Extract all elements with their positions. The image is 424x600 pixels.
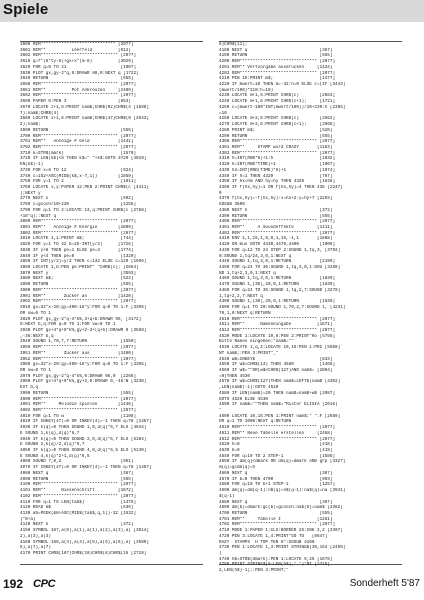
code-line: 3970 PLOT gx,gy-2*q-4*k%,0:DRAWR 96,0 [2266] xyxy=(20,373,137,379)
page-header xyxy=(0,0,424,22)
code-line: 4320 h=INT(RND*TIME)+1 [1007] xyxy=(219,162,336,168)
code-line: 4340 IF h=1 THEN 4320 [767] xyxy=(219,173,333,179)
code-line: 4410 ENV 1,1,15,1,8,0,1,15,-1,1 [1888] xyxy=(219,236,333,242)
code-line: 4270 LOCATE m+2,6:PRINT CHR$(c+1); [2966] xyxy=(219,122,336,128)
code-line: =10 xyxy=(219,110,320,116)
code-line: 70,1,0:NEXT q:RETURN xyxy=(219,310,320,316)
code-line: 4080 NEXT q [367] xyxy=(20,470,134,476)
code-line: 4512 REM****************************** [2077] xyxy=(219,327,336,333)
code-line: 3600 REM***************************** [2077] xyxy=(20,42,134,47)
code-line: 4070 IF INKEY(47)=0 OR INKEY(4)=-1 THEN q=78 [1457] xyxy=(20,465,152,471)
code-line: );NEXT y xyxy=(20,190,121,196)
code-line: 4301 REM** STAMP wird CRAZY [1163] xyxy=(219,144,333,150)
code-line: 4310 h=INT(RND*6)+1:h [1032] xyxy=(219,156,336,162)
code-line: 2);nam$; xyxy=(20,122,121,128)
code-line: 3900 REM****************************** [2077] xyxy=(20,287,137,293)
code-line: 4430 FOR q=12 TO 24 STEP 2:SOUND 1,tq,3, [3792] xyxy=(219,247,341,253)
code-line: 3952 REM****************************** [2077] xyxy=(20,356,137,362)
code-line: 4510 REM****************************** [2077] xyxy=(219,316,336,322)
code-line: 4040 IF k(q)=0 THEN SOUND 2,0,d(q)*6,7 ELS [5104] xyxy=(20,436,147,442)
code-line: 3650 REM****************************** [2077] xyxy=(20,82,137,88)
code-line: 3690 RETURN [555] xyxy=(20,127,134,133)
code-line: 4300 REM****************************** [2077] xyxy=(219,139,336,145)
code-line: 4740 h$=STR$(dmark):PEN 1:LOCATE 9,25 [1678] xyxy=(219,556,333,562)
code-line: 6),a(7),a(7) xyxy=(20,545,121,551)
code-line: 3990 RETURN [555] xyxy=(20,390,134,396)
code-line: 4220 IF mwert=10 THEN m=-32:h=0 ELSE c=(IF [3443] xyxy=(219,82,346,88)
code-line: 4612 REM****************************** [2077] xyxy=(219,436,336,442)
code-line: 4290 RETURN [555] xyxy=(219,133,333,139)
code-line: 4090 RETURN [555] xyxy=(20,476,134,482)
code-line: 3802 REM****************************** [2077] xyxy=(20,230,137,236)
code-line: E SOUND 1,k(q),d(q)*6,7 xyxy=(20,430,121,436)
code-line: 4101 REM** Niesenschrift [1672] xyxy=(20,488,134,494)
code-line: 3980 PLOT gx+4*q+9*k%,gy+2,0:DRAWR 0,-46:N [3230] xyxy=(20,379,147,385)
code-line: 3840 IF y<4 THEN pe=0 [1320] xyxy=(20,253,137,259)
code-line: (mwert/100)*210:h=10) xyxy=(219,87,320,93)
code-line: 4380 NEXT h [372] xyxy=(219,207,333,213)
code-line: 4100 REM****************************** [2077] xyxy=(20,482,137,488)
code-line: 3660 PAPER 0:PEN 3 [653] xyxy=(20,99,131,105)
code-line: 3680 LOCATE x+1,6:PRINT nam$;CHR$(47)CHR$(9 [2643] xyxy=(20,116,149,122)
code-line: 4460 SOUND 1,tq,3,0,1:RETURN [1839] xyxy=(219,276,336,282)
code-line: OR vw=0 TO 1 xyxy=(20,367,121,373)
code-line: 3651 REM** Pot Ankreuzen [2499] xyxy=(20,87,134,93)
code-line: 3960 gx=32*x-20:gy=400-16*y:FOR q=0 TO 1:F [3395] xyxy=(20,362,147,368)
code-line: 4190 RETURN [555] xyxy=(219,53,333,59)
code-line: 4750 PRINT STRING$(8-LEN(h$)," ")"BI [2718] xyxy=(219,562,330,568)
code-line: 4630 b=0 [419] xyxy=(219,448,333,454)
code-line: 4611 REM** Neue Tabelle erstellen [2468] xyxy=(219,430,333,436)
code-line: 3740 c=152+ASC(MID$(k$,x-7,1)) [1859] xyxy=(20,173,134,179)
code-line: 3640 RETURN [555] xyxy=(20,76,134,82)
code-line: 3760 LOCATE x,y:PAPER 12:PEN 2:PRINT CHR$(c [4411] xyxy=(20,184,149,190)
code-line: 4700 RETURN [555] xyxy=(219,510,333,516)
code-line: 3951 REM** Zucker aus [1400] xyxy=(20,350,134,356)
code-line: 3630 PLOT gx,gy-2*q,0:DRAWR 80,0:NEXT q [1722] xyxy=(20,70,139,76)
code-line: 4230 LOCATE m+1,5:PRINT CHR$(c) [2663] xyxy=(219,93,336,99)
code-line: 4620 h=0 [416] xyxy=(219,442,333,448)
code-line: RAZY STAMPS H TOP TEN H":GOSUB 4100 xyxy=(219,539,317,545)
code-line: 0 xyxy=(219,190,320,196)
listing-column-left xyxy=(20,41,203,565)
code-line: 4640 FOR q=10 TO 2 STEP-1 [1585] xyxy=(219,453,336,459)
code-line: 3670 LOCATE z+1,5:PRINT nam$;CHR$(92)CHR$(4 [1888] xyxy=(20,104,149,110)
code-line: 4650 IF dm(q)<dmark OR dm(q)=dmark AND grp [3327] xyxy=(219,459,346,465)
code-line: 3601 REM** Leerfeld [612] xyxy=(20,47,131,53)
code-line: 3730 FOR x=8 TO 12 [924] xyxy=(20,167,134,173)
code-line: EN(k$)-1) xyxy=(20,162,121,168)
code-line: 4250 c=(mwert-100*INT(mwert/100))/10+230:h [2365] xyxy=(219,104,346,110)
code-line: 3950 REM****************************** [2077] xyxy=(20,345,137,351)
section-title: Spiele xyxy=(3,1,49,18)
code-line: m(q)=gcdm(q)=h xyxy=(219,465,320,471)
code-line: GOSUB 3500 xyxy=(219,202,320,208)
code-line: 4590 IF nam$=""THEN nam$="Mister ELISIA [2616] xyxy=(219,402,338,408)
code-line: 4170 PRINT CHR$(167)CHR$(10)CHR$(8)CHR$(16 [2728] xyxy=(20,550,147,556)
code-line: 4020 IF INKEY(47)=0 OR INKEY(4)=-1 THEN q=78 [1457] xyxy=(20,419,152,425)
code-line: 3620 FOR q=0 TO 21 [1007] xyxy=(20,64,137,70)
code-line: 0:SOUND 1,tq/24,3,0,1:NEXT q xyxy=(219,253,320,259)
code-line: 3701 REM** Anzeige # Geld [1441] xyxy=(20,139,134,145)
code-line: 4210 PEN 15:PRINT m$; [1477] xyxy=(219,76,336,82)
magazine-logo: CPC xyxy=(33,578,56,590)
code-line: 3901 REM** Zucker an [1420] xyxy=(20,293,134,299)
code-line: 4180 NEXT q [367] xyxy=(219,47,333,53)
issue-label: Sonderheft 5'87 xyxy=(349,578,420,589)
code-line: 3770 NEXT x [502] xyxy=(20,196,134,202)
code-line: 4050 IF k(q)=0 THEN SOUND 4,0,d(q)*6,5 ELS [5130] xyxy=(20,448,147,454)
code-line: 4000 REM****************************** [2077] xyxy=(20,396,137,402)
code-line: )*8+a) xyxy=(20,516,121,522)
code-line: 4670 IF b=0 THEN 4700 [993] xyxy=(219,476,333,482)
code-line: NT nam$;:PEN 3:PRINT"_" xyxy=(219,350,315,356)
code-line: E SOUND 4,k(q)*2+1,d(q)*6,5 xyxy=(20,453,121,459)
code-line: 3790 FOR q=1 TO 2:LOCATE 13,q:PRINT CHR$(c [2768] xyxy=(20,207,147,213)
code-line: 4560 IF w$=""OR(w$<CHR$(127)AND nam$= [2804] xyxy=(219,367,333,373)
code-line: 3920 PLOT gx,gy-2*q-4*k%,3+q+b:DRAWR 96, [4172] xyxy=(20,316,142,322)
page-number: 192 xyxy=(3,577,24,591)
code-line: 4402 REM****************************** [2077] xyxy=(219,230,336,236)
code-line: 3940 SOUND 1,70,7,7:RETURN [1550] xyxy=(20,339,137,345)
code-line: 3850 IF INT(y/2)=y/2 THEN c=132 ELSE c=129 [1696] xyxy=(20,259,147,265)
code-line: 2),a(3),a(3) xyxy=(20,533,121,539)
code-line: 3910 gx=32*x-20:gy=400-16*y:FOR q=0 TO 1:F [3395] xyxy=(20,305,147,311)
code-line: 4540 w$=INKEY$ [833] xyxy=(219,356,333,362)
code-line: 4200 REM****************************** [2077] xyxy=(219,59,336,65)
code-line: 3801 REM** Anzeige # Energie [1809] xyxy=(20,225,134,230)
code-line: 7);nam$;CHR$(4) xyxy=(20,110,121,116)
code-line: 4610 REM****************************** [2077] xyxy=(219,425,336,431)
code-line: ,-36:NEXT b,q xyxy=(20,333,121,339)
code-line: 4470 SOUND 1,(36),20,0,1:RETURN [1639] xyxy=(219,282,336,288)
code-line: 4280 PRINT m$; [520] xyxy=(219,127,333,133)
code-line: 4030 IF k(q)=0 THEN SOUND 1,0,d(q)*6,7 ELS [4644] xyxy=(20,425,147,431)
code-line: 4580 IF LEN(nam$)=20 THEN nam$=nam$+w$ [2987] xyxy=(219,390,336,396)
listing-column-right xyxy=(219,41,402,574)
code-line: 4350 IF hx=hm AND hy=hy THEN 4320 [1646] xyxy=(219,179,336,185)
code-line: 3750 FOR y=1 TO 2 [1011] xyxy=(20,179,137,185)
code-line: 4120 READ m$ [636] xyxy=(20,505,134,511)
code-line: =0)THEN 4530 xyxy=(219,373,320,379)
code-line: 3652 REM****************************** [2077] xyxy=(20,93,137,99)
code-line: 3720 IF LEN(k$)<8 THEN k$=" "+k$:GOTO 3720 [4019] xyxy=(20,156,147,162)
code-line: 3700 REM****************************** [2077] xyxy=(20,133,137,139)
code-line: ) xyxy=(219,550,320,556)
code-line: 4570 IF w$=CHR$(127)THEN nam$=LEFT$(nam$ [4302] xyxy=(219,379,341,385)
code-line: 3780 c=gcoch/10+220 [1255] xyxy=(20,202,137,208)
code-line: 4520 MODE 1:LOCATE 10,8:PEN 2:PRINT"Ro [5755] xyxy=(219,333,336,339)
page-footer xyxy=(0,572,424,600)
code-line: 4302 REM****************************** [2077] xyxy=(219,150,336,156)
code-line: 4450 FOR q=24 TO 36:SOUND 1,tq,3,0,1:SOU [3289] xyxy=(219,265,341,271)
code-line: 4720 PEN 3:LOCATE 1,4:PRINT"GO TO [6647] xyxy=(219,533,328,539)
code-line: 4370 f(hx,hy)=-f(hx,hy):x=hx+2:y=hy+7 [2293] xyxy=(219,196,333,202)
code-line: 0:NEXT b,q:FOR q=0 TO 1:FOR vw=0 TO 1 xyxy=(20,322,118,328)
code-line: 4440 SOUND 1,tq,3,0,1:RETURN [2199] xyxy=(219,259,336,265)
code-line: 3800 REM****************************** [2077] xyxy=(20,219,137,225)
code-line: 4511 REM** Nameneingabe [1871] xyxy=(219,322,333,328)
code-line: 3610 q=f*(8*ty-8)+gx+x*(m-8) [3029] xyxy=(20,59,134,65)
code-line: 4690 dm(b)=dmark:gc(b)=gcnoch:na$(b)=nam$ [2382] xyxy=(219,505,343,511)
code-line: ,LEN(nam$)-1):GOTO 4520 xyxy=(219,385,320,391)
code-line: 4420 ON mus GOTO 4430,4470,4490 [1006] xyxy=(219,242,336,248)
code-line: 4530 LOCATE 1,q,Z:LOCATE 10,15:PEN 1:PRI [5660] xyxy=(219,345,341,351)
code-line: 4500 FOR q=1 TO 20:SOUND 1,70,2,7:SOUND 1, [4231] xyxy=(219,305,346,311)
code-line: 4160 SYMBOL 166,a(4),a(4),a(5),a(5),a(6),a( [3589] xyxy=(20,539,149,545)
code-line: Bitte Namen eingeben:"nam$="" xyxy=(219,339,315,345)
code-line: 4710 MODE 1:PAPER 1:CLS:BORDER 26:INK 2,2 [3307] xyxy=(219,528,343,534)
code-line: 4400 REM****************************** [2077] xyxy=(219,219,336,225)
code-line: 4240 LOCATE m+1,6:PRINT CHR$(c+1); [1721] xyxy=(219,99,336,105)
code-line: EXT b,q xyxy=(20,385,121,391)
code-line: 4701 REM** Tabelle I [1261] xyxy=(219,516,333,522)
code-line: 6)CHR$(11); xyxy=(219,42,320,47)
code-line: 4490 SOUND 1,(36),20,0,1:RETURN [1639] xyxy=(219,299,336,305)
code-line: 3930 PLOT gx+4*q+9*k%,gy+2-3+(q+b):DRAWR 0 [3569] xyxy=(20,327,147,333)
code-line: OR vw=0 TO 1 xyxy=(20,310,121,316)
code-line: $(q-1) xyxy=(219,493,320,499)
code-line: 4102 REM****************************** [2077] xyxy=(20,493,137,499)
code-line: 4550 IF w$=CHR$(13) THEN 4580 [1465] xyxy=(219,362,336,368)
code-line: +16*q);:NEXT q xyxy=(20,213,121,219)
code-line: 3860 LOCATE 1,b:PEN pe:PRINT" "CHR$(c); [2854] xyxy=(20,265,139,271)
code-line: 4401 REM** A Soundeffekte [1411] xyxy=(219,225,333,230)
code-line: 2,LEN(h$)-1);:PEN 3:PRINT;" xyxy=(219,568,317,574)
code-line: 4680 NEXT q [367] xyxy=(219,499,333,505)
code-line: 4660 NEXT q [367] xyxy=(219,470,333,476)
code-line: 4140 NEXT k [372] xyxy=(20,522,134,528)
code-line: 4600 LOCATE 10,15:PEN 1:PRINT nam$;" ":F [2689] xyxy=(219,413,341,419)
code-line: " xyxy=(219,408,317,413)
code-line: 4330 h2=INT(RND(TIME)*6)+1 [1074] xyxy=(219,167,336,173)
code-line: 3702 REM****************************** [2077] xyxy=(20,144,137,150)
code-line: 4260 LOCATE m+2,5:PRINT CHR$(c) [2662] xyxy=(219,116,336,122)
code-line: 4002 REM****************************** [2077] xyxy=(20,408,137,413)
code-line: 4702 REM****************************** [2077] xyxy=(219,522,336,528)
code-line: 3820 FOR y=1 TO 42 b=25-INT(y/2) [1726] xyxy=(20,242,134,248)
code-line: 3810 LOCATE 1,1:PRINT m$; [744] xyxy=(20,236,134,242)
code-line: 3830 IF y>8 THEN pe=1 ELSE pe=3 [1774] xyxy=(20,247,134,253)
code-line: 3710 k=STR$(mark) [1570] xyxy=(20,150,137,156)
code-line: ND 1,tq+2,3,0,1:NEXT q xyxy=(219,270,320,276)
code-line: 4201 REM** Vertvorgabe ausdrucken [1434] xyxy=(219,64,333,70)
code-line: 4001 REM** Melodie spielen [1446] xyxy=(20,402,134,408)
code-line: 4110 FOR q=1 TO LEN(tab$) [1475] xyxy=(20,499,137,505)
code-line: 4202 REM****************************** [2077] xyxy=(219,70,336,76)
code-line: 4010 FOR q=1 TO w [1198] xyxy=(20,413,137,419)
code-line: 1,tq+2,2,7:NEXT q xyxy=(219,293,320,299)
code-line: 4680 FOR q=10 TO b+1 STEP-1 [1257] xyxy=(219,482,336,488)
code-line: 3902 REM****************************** [2077] xyxy=(20,299,137,305)
code-line: E SOUND 2,k(q)/2,d(q)*6,7 xyxy=(20,442,121,448)
code-line: 3602 REM****************************** [2077] xyxy=(20,53,137,59)
code-line: 4060 SOUND 7,0,2 [951] xyxy=(20,459,134,465)
code-line: 4130 a%=PEEK(&8+ASC(MID$(tab$,q,1))-32 [1532] xyxy=(20,510,137,516)
code-line: 3890 RETURN [555] xyxy=(20,282,134,288)
code-line: 3870 NEXT y [3593] xyxy=(20,270,137,276)
code-line: 3880 NEXT m$; [522] xyxy=(20,276,134,282)
code-line: 4480 FOR q=24 TO 36:SOUND 1,tq,2,7:SOUND [3270] xyxy=(219,287,341,293)
code-line: 4390 RETURN [555] xyxy=(219,213,333,219)
code-line: OR q=1 TO 1000:NEXT q:RETURN xyxy=(219,419,320,425)
code-line: 4730 PEN 1:LOCATE 1,3:PRINT STRING$(39,154 [2450] xyxy=(219,545,346,551)
code-line: 4360 IF f(hx,hy)=1 OR f(hx,hy)=4 THEN 436 [2247] xyxy=(219,184,343,190)
code-line: 4690 dm(q)=dm(q-1):n$(q)=n$(q-1):na$(q)=na [3941] xyxy=(219,488,346,494)
code-line: 4150 SYMBOL 167,a(0),a(1),a(1),a(2),a(3),a( [3614] xyxy=(20,528,149,534)
code-line: GOTO 4520 ELSE 4530 xyxy=(219,396,320,402)
